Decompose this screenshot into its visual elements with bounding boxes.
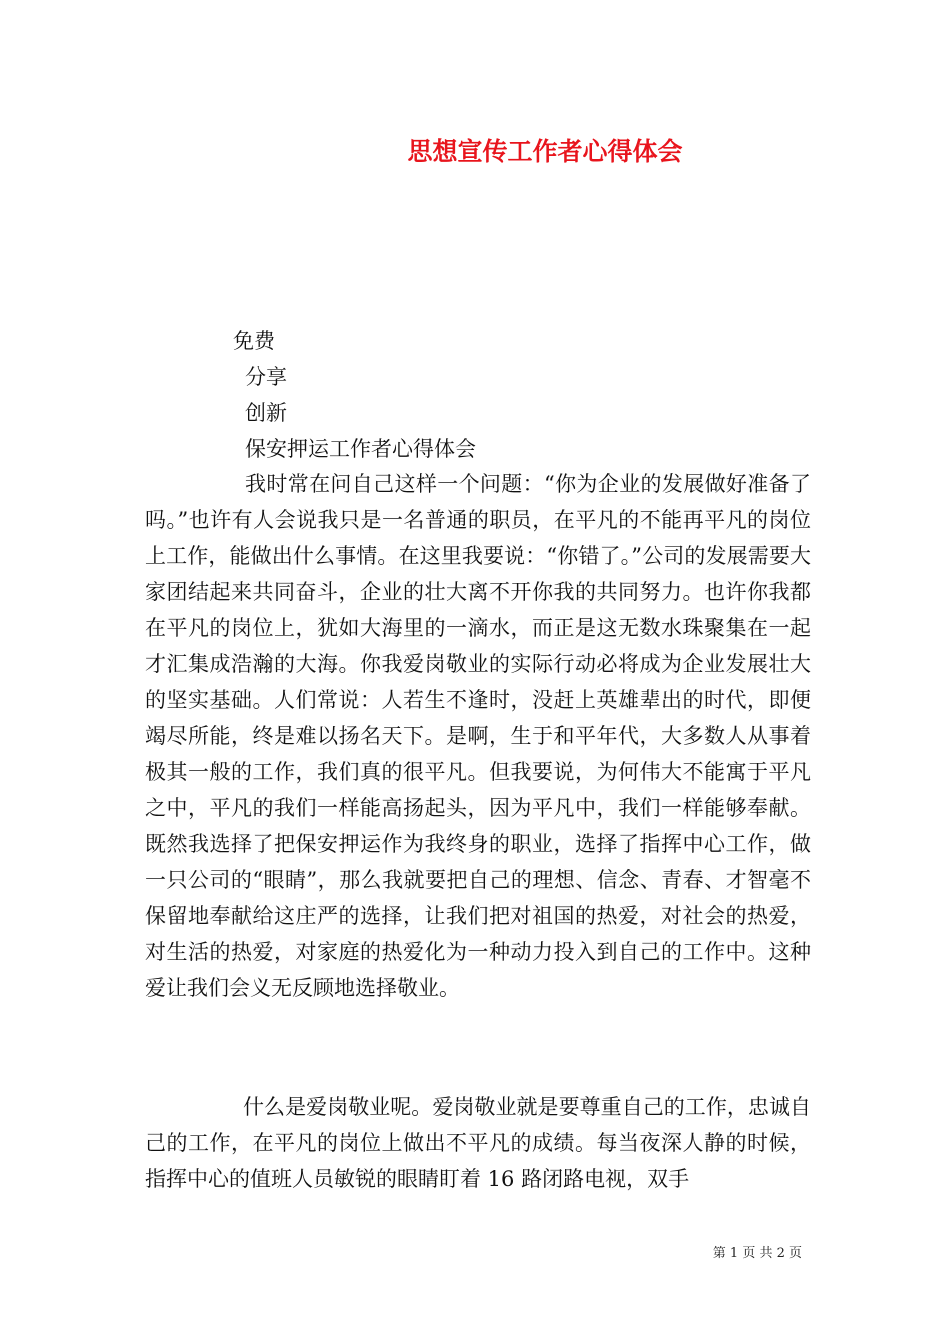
- line-free: 免费: [233, 329, 275, 353]
- subtitle: 保安押运工作者心得体会: [245, 437, 476, 461]
- paragraph-2: 什么是爱岗敬业呢。爱岗敬业就是要尊重自己的工作，忠诚自己的工作，在平凡的岗位上做出不平凡的成绩。每当夜深人静的时候，指挥中心的值班人员敏锐的眼睛盯着 16 路闭路电视，双手: [145, 1095, 811, 1191]
- line-innovate: 创新: [245, 401, 287, 425]
- page-number: 第 1 页 共 2 页: [712, 1246, 802, 1261]
- line-share: 分享: [245, 365, 287, 389]
- paragraph-1: 我时常在问自己这样一个问题：“你为企业的发展做好准备了吗。”也许有人会说我只是一名普通的职员，在平凡的不能再平凡的岗位上工作，能做出什么事情。在这里我要说：“你错了。”公司的发展需要大家团结起来共同奋斗，企业的壮大离不开你我的共同努力。也许你我都在平凡的岗位上，犹如大海里的一滴水，而正是这无数水珠聚集在一起才汇集成浩瀚的大海。你我爱岗敬业的实际行动必将成为企业发展壮大的坚实基础。人们常说：人若生不逢时，没赶上英雄辈出的时代，即便竭尽所能，终是难以扬名天下。是啊，生于和平年代，大多数人从事着极其一般的工作，我们真的很平凡。但我要说，为何伟大不能寓于平凡之中，平凡的我们一样能高扬起头，因为平凡中，我们一样能够奉献。既然我选择了把保安押运作为我终身的职业，选择了指挥中心工作，做一只公司的“眼睛”，那么我就要把自己的理想、信念、青春、才智毫不保留地奉献给这庄严的选择，让我们把对祖国的热爱，对社会的热爱，对生活的热爱，对家庭的热爱化为一种动力投入到自己的工作中。这种爱让我们会义无反顾地选择敬业。: [145, 472, 811, 1000]
- page-title: 思想宣传工作者心得体会: [407, 137, 683, 166]
